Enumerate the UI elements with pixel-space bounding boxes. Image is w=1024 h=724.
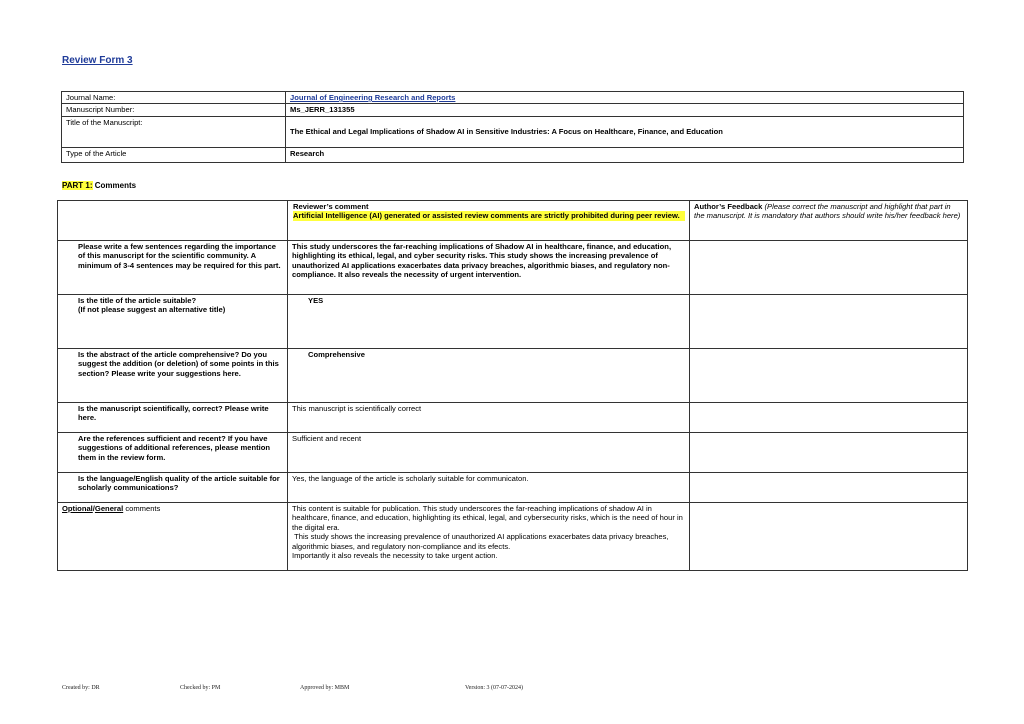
optional-comments-feedback[interactable]: [690, 503, 968, 571]
manuscript-title-label: Title of the Manuscript:: [62, 116, 286, 147]
ai-prohibition-warning: Artificial Intelligence (AI) generated or assisted review comments are strictly prohibited during peer review.: [293, 211, 685, 220]
feedback-language[interactable]: [690, 473, 968, 503]
reviewer-comment-title: Reviewer’s comment: [293, 202, 369, 211]
optional-label-sep: /: [92, 504, 95, 513]
answer-abstract-text: Comprehensive: [308, 350, 365, 359]
manuscript-info-table: [61, 91, 964, 163]
table-row: [58, 473, 968, 503]
manuscript-number-row: [62, 104, 964, 116]
footer-version: Version: 3 (07-07-2024): [465, 685, 523, 691]
answer-title-text: YES: [308, 296, 324, 305]
question-scientific: Is the manuscript scientifically, correct? Please write here.: [58, 403, 288, 433]
reviewer-comment-header: [288, 201, 690, 241]
table-row: [58, 295, 968, 349]
manuscript-number-value: Ms_JERR_131355: [286, 104, 964, 116]
article-type-label: Type of the Article: [62, 147, 286, 162]
optional-para-2: This study shows the increasing prevalence of unauthorized AI applications exacerbates data privacy breaches, algorithmic biases, and regulatory non-compliance and its efects.: [292, 532, 671, 551]
answer-scientific[interactable]: This manuscript is scientifically correct: [288, 403, 690, 433]
answer-references[interactable]: Sufficient and recent: [288, 433, 690, 473]
table-row: [58, 433, 968, 473]
header-blank-cell: [58, 201, 288, 241]
manuscript-number-label: Manuscript Number:: [62, 104, 286, 116]
optional-comments-answer[interactable]: [288, 503, 690, 571]
answer-abstract[interactable]: [288, 349, 690, 403]
optional-label: Optional: [62, 504, 93, 513]
comments-header-row: [58, 201, 968, 241]
author-feedback-title: Author’s Feedback: [694, 202, 763, 211]
table-row: [58, 241, 968, 295]
comments-table: [57, 200, 968, 571]
feedback-scientific[interactable]: [690, 403, 968, 433]
question-title-suitable: Is the title of the article suitable? (If not please suggest an alternative title): [58, 295, 288, 349]
table-row: [58, 403, 968, 433]
table-row: [58, 349, 968, 403]
question-importance: Please write a few sentences regarding the importance of this manuscript for the scientific community. A minimum of 3-4 sentences may be required for this part.: [58, 241, 288, 295]
part-1-title: Comments: [94, 181, 137, 190]
article-type-row: [62, 147, 964, 162]
author-feedback-note: (Please correct the manuscript and highlight that part in the manuscript. It is mandatory that authors should write his/her feedback here): [694, 202, 961, 221]
answer-importance[interactable]: This study underscores the far-reaching implications of Shadow AI in healthcare, finance, and education, highlighting its ethical, legal, and cyber security risks. This study shows the increasing prevalence of unauthorized AI applications exacerbates data privacy breaches, algorithmic biases, and regulatory non-compliance. It also reveals the necessity of urgent intervention.: [288, 241, 690, 295]
footer-checked: Checked by: PM: [180, 685, 221, 691]
feedback-references[interactable]: [690, 433, 968, 473]
part-1-label: PART 1:: [62, 181, 93, 190]
feedback-title-suitable[interactable]: [690, 295, 968, 349]
journal-row: [62, 92, 964, 104]
answer-title-suitable[interactable]: [288, 295, 690, 349]
form-title: Review Form 3: [62, 55, 133, 66]
question-references: Are the references sufficient and recent? If you have suggestions of additional references, please mention them in the review form.: [58, 433, 288, 473]
author-feedback-header: [690, 201, 968, 241]
question-abstract: Is the abstract of the article comprehensive? Do you suggest the addition (or deletion) of some points in this section? Please write your suggestions here.: [58, 349, 288, 403]
comments-label: comments: [123, 504, 161, 513]
optional-comments-row: [58, 503, 968, 571]
optional-para-3: Importantly it also reveals the necessity to take urgent action.: [292, 551, 498, 561]
answer-language[interactable]: Yes, the language of the article is scholarly suitable for communicaton.: [288, 473, 690, 503]
optional-para-1: This content is suitable for publication. This study underscores the far-reaching implications of shadow AI in healthcare, finance, and education, highlighting its ethical, legal, and cybersecurity risks, which is the need of hour in the digital era.: [292, 504, 683, 532]
footer-created: Created by: DR: [62, 685, 100, 691]
question-language: Is the language/English quality of the article suitable for scholarly communications?: [58, 473, 288, 503]
manuscript-title-row: [62, 116, 964, 147]
journal-label: Journal Name:: [62, 92, 286, 104]
journal-link[interactable]: Journal of Engineering Research and Reports: [286, 92, 964, 104]
general-label: General: [94, 504, 124, 513]
manuscript-title-value: The Ethical and Legal Implications of Shadow AI in Sensitive Industries: A Focus on Healthcare, Finance, and Education: [286, 116, 964, 147]
feedback-importance[interactable]: [690, 241, 968, 295]
optional-comments-label: [58, 503, 288, 571]
article-type-value: Research: [286, 147, 964, 162]
part-1-heading: [62, 181, 136, 190]
footer-approved: Approved by: MBM: [300, 685, 350, 691]
feedback-abstract[interactable]: [690, 349, 968, 403]
